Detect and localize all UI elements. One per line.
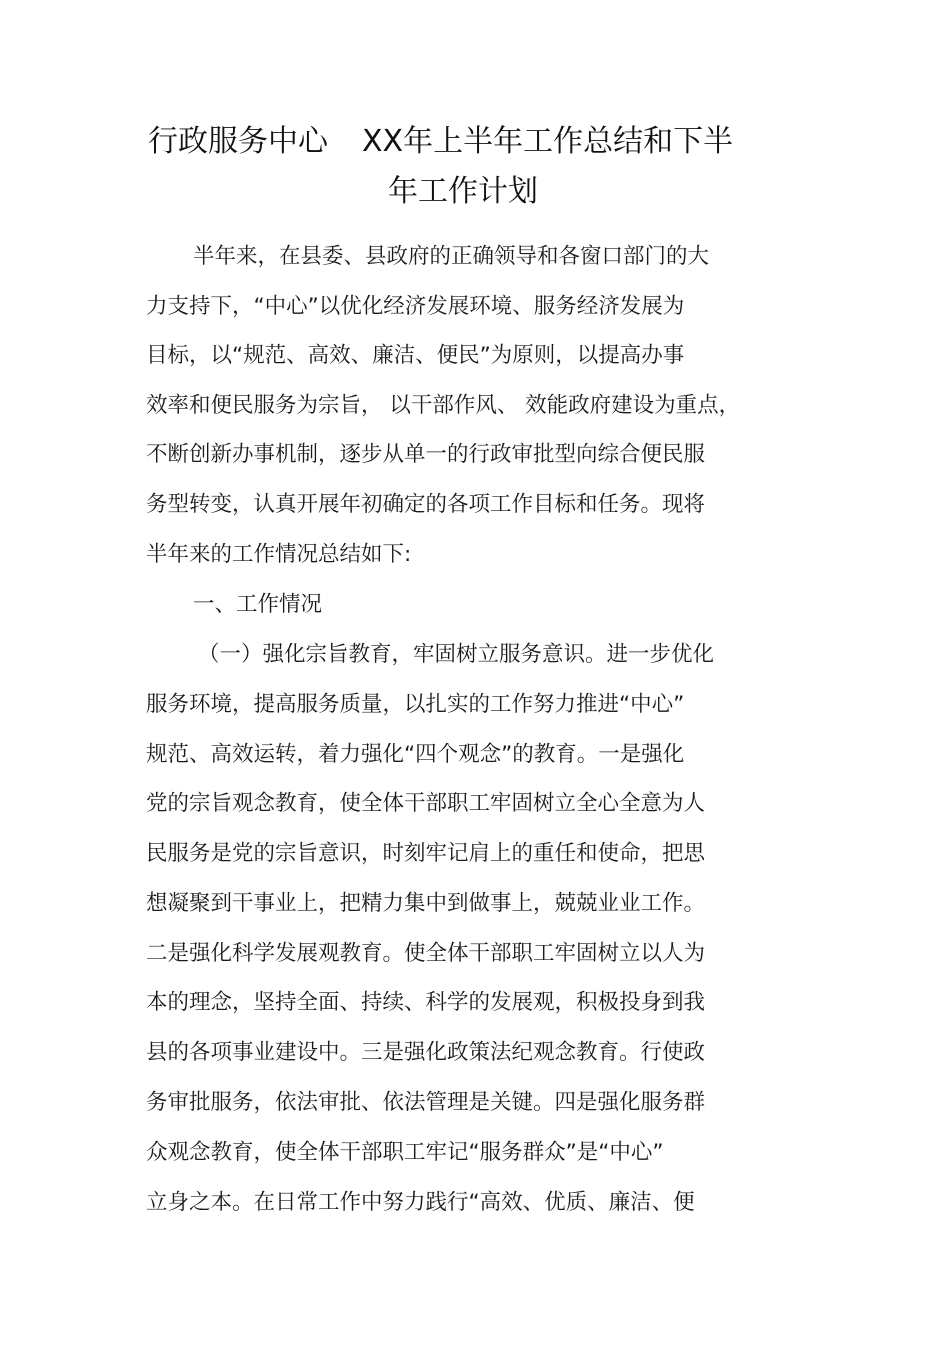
title-segment-center-name: 行政服务中心: [148, 124, 328, 159]
body-line: 力支持下，“中心”以优化经济发展环境、服务经济发展为: [146, 294, 685, 319]
body-line: 党的宗旨观念教育，使全体干部职工牢固树立全心全意为人: [146, 791, 706, 816]
body-line: 服务环境，提高服务质量，以扎实的工作努力推进“中心”: [146, 692, 685, 717]
section-heading: 一、工作情况: [193, 592, 323, 617]
title-segment-summary: XX年上半年工作总结和下半: [362, 124, 734, 159]
document-title-line-1: [148, 122, 733, 162]
body-line: 不断创新办事机制，逐步从单一的行政审批型向综合便民服: [146, 442, 706, 467]
body-line: 想凝聚到干事业上，把精力集中到做事上，兢兢业业工作。: [146, 891, 706, 916]
body-line: 半年来的工作情况总结如下:: [146, 542, 412, 567]
body-line: 务审批服务，依法审批、依法管理是关键。四是强化服务群: [146, 1090, 706, 1115]
body-line: 立身之本。在日常工作中努力践行“高效、优质、廉洁、便: [146, 1190, 695, 1215]
body-line: 规范、高效运转，着力强化“四个观念”的教育。一是强化: [146, 742, 685, 767]
body-line: 务型转变，认真开展年初确定的各项工作目标和任务。现将: [146, 492, 706, 517]
body-line: 众观念教育，使全体干部职工牢记“服务群众”是“中心”: [146, 1140, 664, 1165]
subsection-heading-line: （一）强化宗旨教育，牢固树立服务意识。进一步优化: [198, 642, 715, 667]
body-line: 目标，以“规范、高效、廉洁、便民”为原则，以提高办事: [146, 343, 685, 368]
body-line: 民服务是党的宗旨意识，时刻牢记肩上的重任和使命，把思: [146, 841, 706, 866]
body-line: 本的理念，坚持全面、持续、科学的发展观，积极投身到我: [146, 990, 706, 1015]
body-line: 二是强化科学发展观教育。使全体干部职工牢固树立以人为: [146, 941, 706, 966]
body-line: 县的各项事业建设中。三是强化政策法纪观念教育。行使政: [146, 1040, 706, 1065]
body-line: 效率和便民服务为宗旨， 以干部作风、 效能政府建设为重点，: [146, 393, 741, 418]
body-line: 半年来，在县委、县政府的正确领导和各窗口部门的大: [193, 244, 710, 269]
document-title-line-2: 年工作计划: [388, 174, 538, 209]
